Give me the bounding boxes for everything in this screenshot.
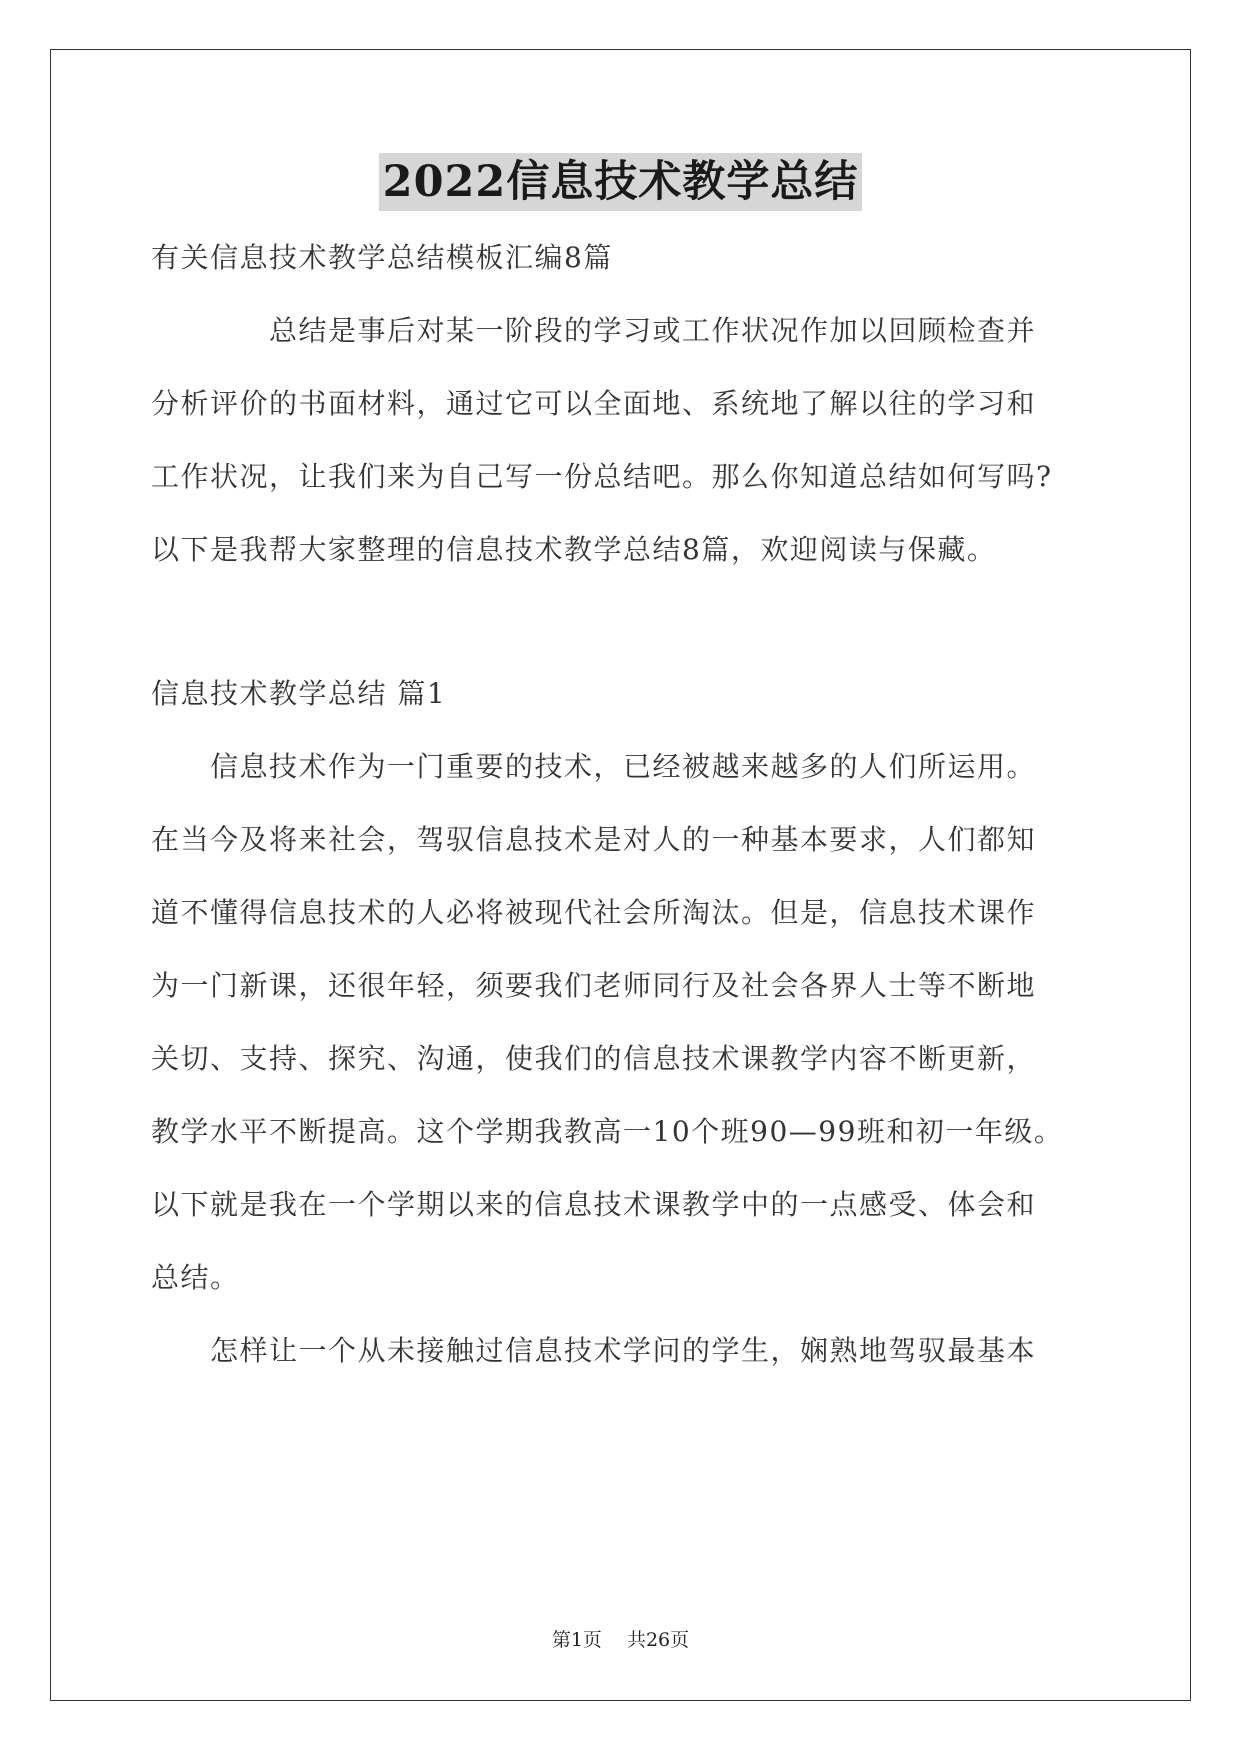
body-line: 教学水平不断提高。这个学期我教高一10个班90—99班和初一年级。 [151,1115,1064,1148]
document-title: 2022信息技术教学总结 [379,153,863,211]
body-line: 信息技术作为一门重要的技术，已经被越来越多的人们所运用。 [151,750,1037,783]
body-line: 为一门新课，还很年轻，须要我们老师同行及社会各界人士等不断地 [151,969,1037,1002]
page-border [50,49,1191,1701]
intro-line: 分析评价的书面材料，通过它可以全面地、系统地了解以往的学习和 [151,387,1037,420]
body-line: 关切、支持、探究、沟通，使我们的信息技术课教学内容不断更新， [151,1042,1037,1075]
body-line: 总结。 [151,1261,240,1294]
body-line: 在当今及将来社会，驾驭信息技术是对人的一种基本要求，人们都知 [151,823,1037,856]
body-line: 道不懂得信息技术的人必将被现代社会所淘汰。但是，信息技术课作 [151,896,1037,929]
body-line: 怎样让一个从未接触过信息技术学问的学生，娴熟地驾驭最基本 [151,1334,1037,1367]
intro-line: 以下是我帮大家整理的信息技术教学总结8篇，欢迎阅读与保藏。 [151,533,997,566]
page-footer: 第1页 共26页 [551,1629,690,1651]
document-subtitle: 有关信息技术教学总结模板汇编8篇 [151,241,613,274]
title-container [0,153,1241,211]
intro-line: 工作状况，让我们来为自己写一份总结吧。那么你知道总结如何写吗? [151,460,1053,493]
section-heading: 信息技术教学总结 篇1 [151,677,447,710]
intro-line: 总结是事后对某一阶段的学习或工作状况作加以回顾检查并 [151,314,1037,347]
body-line: 以下就是我在一个学期以来的信息技术课教学中的一点感受、体会和 [151,1188,1037,1221]
